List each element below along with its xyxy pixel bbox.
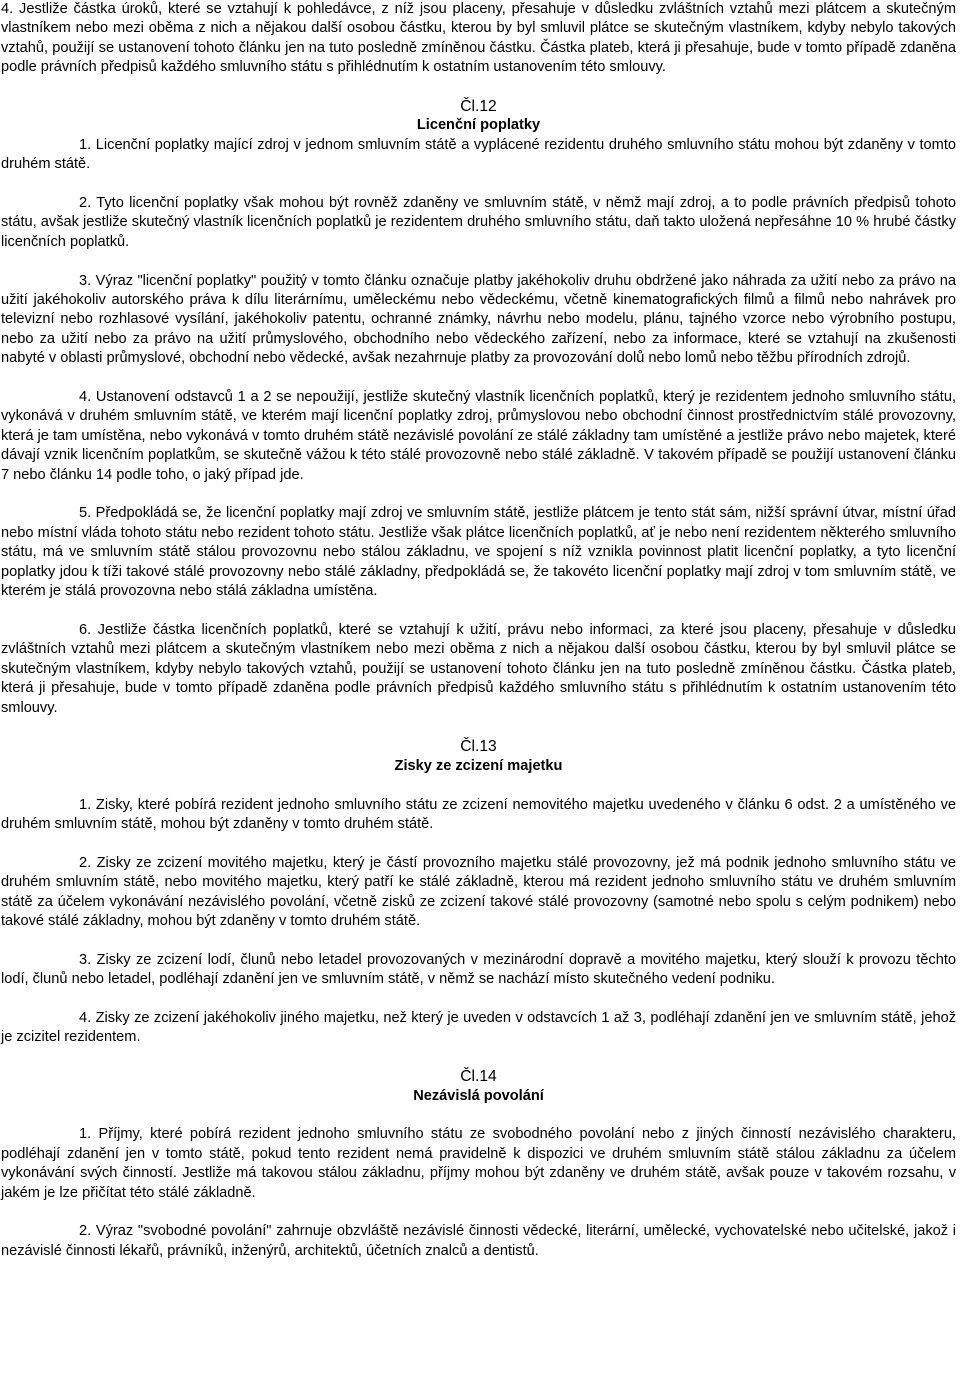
article-12 (1, 97, 956, 136)
paragraph: 3. Výraz "licenční poplatky" použitý v tomto článku označuje platby jakéhokoliv druhu obdržené jako náhrada za užití nebo za právo na užití jakéhokoliv autorského práva k dílu literárnímu, uměleckému nebo vědeckému, včetně kinematografických filmů a filmů nebo nahrávek pro televizní nebo rozhlasové vysílání, jakéhokoliv patentu, ochranné známky, návrhu nebo modelu, plánu, tajného vzorce nebo výrobního postupu, nebo za užití nebo za právo na užití průmyslového, obchodního nebo vědeckého zařízení, nebo za informace, které se vztahují na zkušenosti nabyté v oblasti průmyslové, obchodní nebo vědecké, avšak nezahrnuje platby za provozování dolů nebo lomů nebo těžbu přírodních zdrojů. (1, 272, 956, 367)
paragraph: 2. Zisky ze zcizení movitého majetku, který je částí provozního majetku stálé provozovny, jež má podnik jednoho smluvního státu ve druhém smluvním státě, nebo movitého majetku, který patří ke stálé základně, kterou má rezident jednoho smluvního státu ve druhém smluvním státě za účelem vykonávání nezávislého povolání, včetně zisků ze zcizení takové stálé provozovny (samotné nebo spolu s celým podnikem) nebo takové stálé základny, mohou být zdaněny v tomto druhém státě. (1, 854, 956, 929)
article-title: Licenční poplatky (416, 117, 541, 134)
article-title: Zisky ze zcizení majetku (394, 757, 563, 774)
article-13 (1, 737, 956, 776)
paragraph: 2. Výraz "svobodné povolání" zahrnuje obzvláště nezávislé činnosti vědecké, literární, umělecké, vychovatelské nebo učitelské, jakož i nezávislé činnosti lékařů, právníků, inženýrů, architektů, účetních znalců a dentistů. (1, 1223, 956, 1259)
paragraph: 5. Předpokládá se, že licenční poplatky mají zdroj ve smluvním státě, jestliže plátcem je tento stát sám, nižší správní útvar, místní úřad nebo místní vláda tohoto státu nebo rezident tohoto státu. Jestliže však plátce licenčních poplatků, ať je nebo není rezidentem některého smluvního státu, má ve smluvním státě stálou provozovnu nebo stálou základnu, ve spojení s níž vznikla povinnost platit licenční poplatky, a tyto licenční poplatky jdou k tíži takové stálé provozovny nebo stálé základny, předpokládá se, že takovéto licenční poplatky mají zdroj v tom smluvním státě, ve kterém je stálá provozovna nebo stálá základna umístěna. (1, 505, 956, 600)
article-number: Čl.14 (460, 1068, 497, 1086)
article-number: Čl.13 (460, 738, 497, 756)
paragraph: 3. Zisky ze zcizení lodí, člunů nebo letadel provozovaných v mezinárodní dopravě a movitého majetku, který slouží k provozu těchto lodí, člunů nebo letadel, podléhají zdanění jen ve smluvním státě, v němž se nachází místo skutečného vedení podniku. (1, 951, 956, 988)
article-14 (1, 1067, 956, 1106)
paragraph: 1. Zisky, které pobírá rezident jednoho smluvního státu ze zcizení nemovitého majetku uvedeného v článku 6 odst. 2 a umístěného ve druhém smluvním státě, mohou být zdaněny v tomto druhém státě. (1, 796, 956, 832)
paragraph-interest-4: 4. Jestliže částka úroků, které se vztahují k pohledávce, z níž jsou placeny, přesahuje v důsledku zvláštních vztahů mezi plátcem a skutečným vlastníkem nebo mezi oběma z nich a nějakou další osobou částku, kterou by byl smluvil plátce se skutečným vlastníkem, kdyby nebylo takových vztahů, použijí se ustanovení tohoto článku jen na tuto posledně zmíněnou částku. Částka plateb, která ji přesahuje, bude v tomto případě zdaněna podle právních předpisů každého smluvního státu s přihlédnutím k ostatním ustanovením této smlouvy. (1, 1, 956, 76)
article-number: Čl.12 (460, 98, 497, 116)
paragraph: 4. Zisky ze zcizení jakéhokoliv jiného majetku, než který je uveden v odstavcích 1 až 3, podléhají zdanění jen ve smluvním státě, jehož je zcizitel rezidentem. (1, 1009, 956, 1046)
paragraph: 2. Tyto licenční poplatky však mohou být rovněž zdaněny ve smluvním státě, v němž mají zdroj, a to podle právních předpisů tohoto státu, avšak jestliže skutečný vlastník licenčních poplatků je rezidentem druhého smluvního státu, daň takto uložená nepřesáhne 10 % hrubé částky licenčních poplatků. (1, 195, 956, 250)
document-page (1, 0, 956, 1261)
paragraph: 1. Licenční poplatky mající zdroj v jednom smluvním státě a vyplácené rezidentu druhého smluvního státu mohou být zdaněny v tomto druhém státě. (1, 136, 956, 173)
paragraph: 6. Jestliže částka licenčních poplatků, které se vztahují k užití, právu nebo informaci, za které jsou placeny, přesahuje v důsledku zvláštních vztahů mezi plátcem a skutečným vlastníkem nebo mezi oběma z nich a nějakou další osobou částku, kterou by byl smluvil plátce se skutečným vlastníkem, kdyby nebylo takových vztahů, použijí se ustanovení tohoto článku jen na tuto posledně zmíněnou částku. Částka plateb, která ji přesahuje, bude v tomto případě zdaněna podle právních předpisů každého smluvního státu s přihlédnutím k ostatním ustanovením této smlouvy. (1, 621, 956, 716)
paragraph: 4. Ustanovení odstavců 1 a 2 se nepoužijí, jestliže skutečný vlastník licenčních poplatků, který je rezidentem jednoho smluvního státu, vykonává v druhém smluvním státě, ve kterém mají licenční poplatky zdroj, průmyslovou nebo obchodní činnost prostřednictvím stálé provozovny, která je tam umístěna, nebo vykonává v tomto druhém státě nezávislé povolání ze stálé základny tam umístěné a jestliže právo nebo majetek, které dávají vznik licenčním poplatkům, se skutečně vážou k této stálé provozovně nebo stálé základně. V takovém případě se použijí ustanovení článku 7 nebo článku 14 podle toho, o jaký případ jde. (1, 389, 956, 483)
paragraph: 1. Příjmy, které pobírá rezident jednoho smluvního státu ze svobodného povolání nebo z jiných činností nezávislého charakteru, podléhají zdanění jen v tomto státě, pokud tento rezident nemá pravidelně k dispozici ve druhém smluvním státě stálou základnu za účelem vykonávání svých činností. Jestliže má takovou stálou základnu, příjmy mohou být zdaněny ve druhém státě, avšak pouze v takovém rozsahu, v jakém je lze přičítat této stálé základně. (1, 1126, 956, 1201)
article-title: Nezávislá povolání (413, 1087, 544, 1104)
